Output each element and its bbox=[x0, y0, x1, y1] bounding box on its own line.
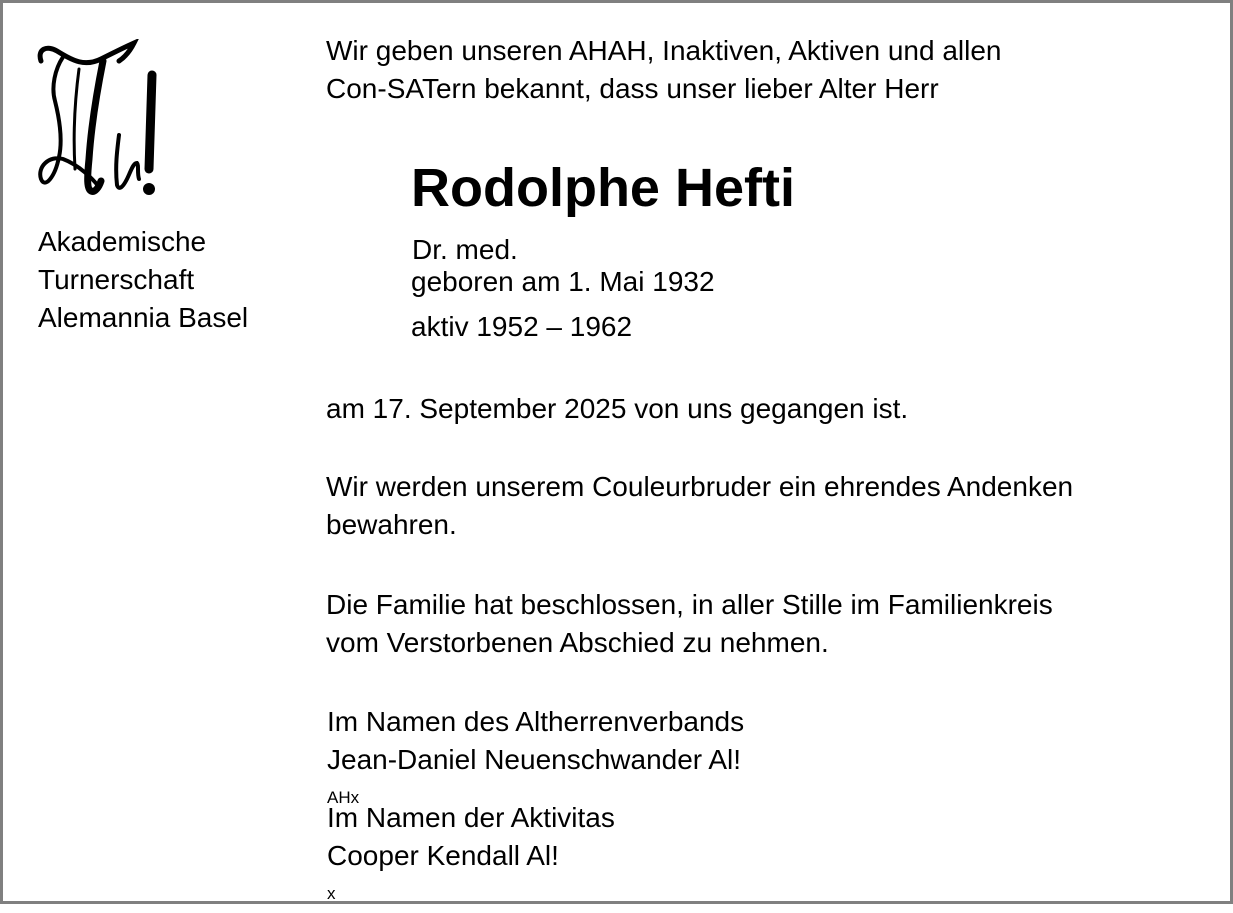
signer-name: Jean-Daniel Neuenschwander Al! bbox=[327, 744, 742, 775]
signature-actives bbox=[327, 799, 615, 913]
date-of-death: am 17. September 2025 von uns gegangen ist. bbox=[326, 393, 909, 424]
farewell-line-1: Die Familie hat beschlossen, in aller Stille im Familienkreis bbox=[326, 589, 1053, 620]
announcement-intro bbox=[326, 32, 1002, 108]
signer-suffix: AHx bbox=[327, 788, 360, 807]
organization-line-3: Alemannia Basel bbox=[38, 302, 249, 333]
deceased-active-years: aktiv 1952 – 1962 bbox=[411, 311, 633, 342]
remembrance-line-1: Wir werden unserem Couleurbruder ein ehrendes Andenken bbox=[326, 471, 1074, 502]
farewell-paragraph bbox=[326, 586, 1053, 662]
remembrance-line-2: bewahren. bbox=[326, 509, 457, 540]
deceased-name: Rodolphe Hefti bbox=[411, 158, 795, 218]
deceased-birth-date: geboren am 1. Mai 1932 bbox=[411, 266, 715, 297]
intro-line-1: Wir geben unseren AHAH, Inaktiven, Aktiven und allen bbox=[326, 35, 1002, 66]
signature-alumni-on-behalf: Im Namen des Altherrenverbands bbox=[327, 706, 745, 737]
intro-line-2: Con-SATern bekannt, dass unser lieber Alter Herr bbox=[326, 73, 939, 104]
signer-suffix: x bbox=[327, 884, 336, 903]
farewell-line-2: vom Verstorbenen Abschied zu nehmen. bbox=[326, 627, 829, 658]
alemannia-monogram-logo bbox=[33, 39, 168, 204]
organization-name bbox=[38, 223, 248, 337]
remembrance-paragraph bbox=[326, 468, 1073, 544]
signature-actives-on-behalf: Im Namen der Aktivitas bbox=[327, 802, 615, 833]
organization-line-2: Turnerschaft bbox=[38, 264, 195, 295]
signature-actives-signer bbox=[327, 837, 615, 913]
organization-line-1: Akademische bbox=[38, 226, 207, 257]
deceased-title: Dr. med. bbox=[412, 234, 518, 265]
signer-name: Cooper Kendall Al! bbox=[327, 840, 559, 871]
